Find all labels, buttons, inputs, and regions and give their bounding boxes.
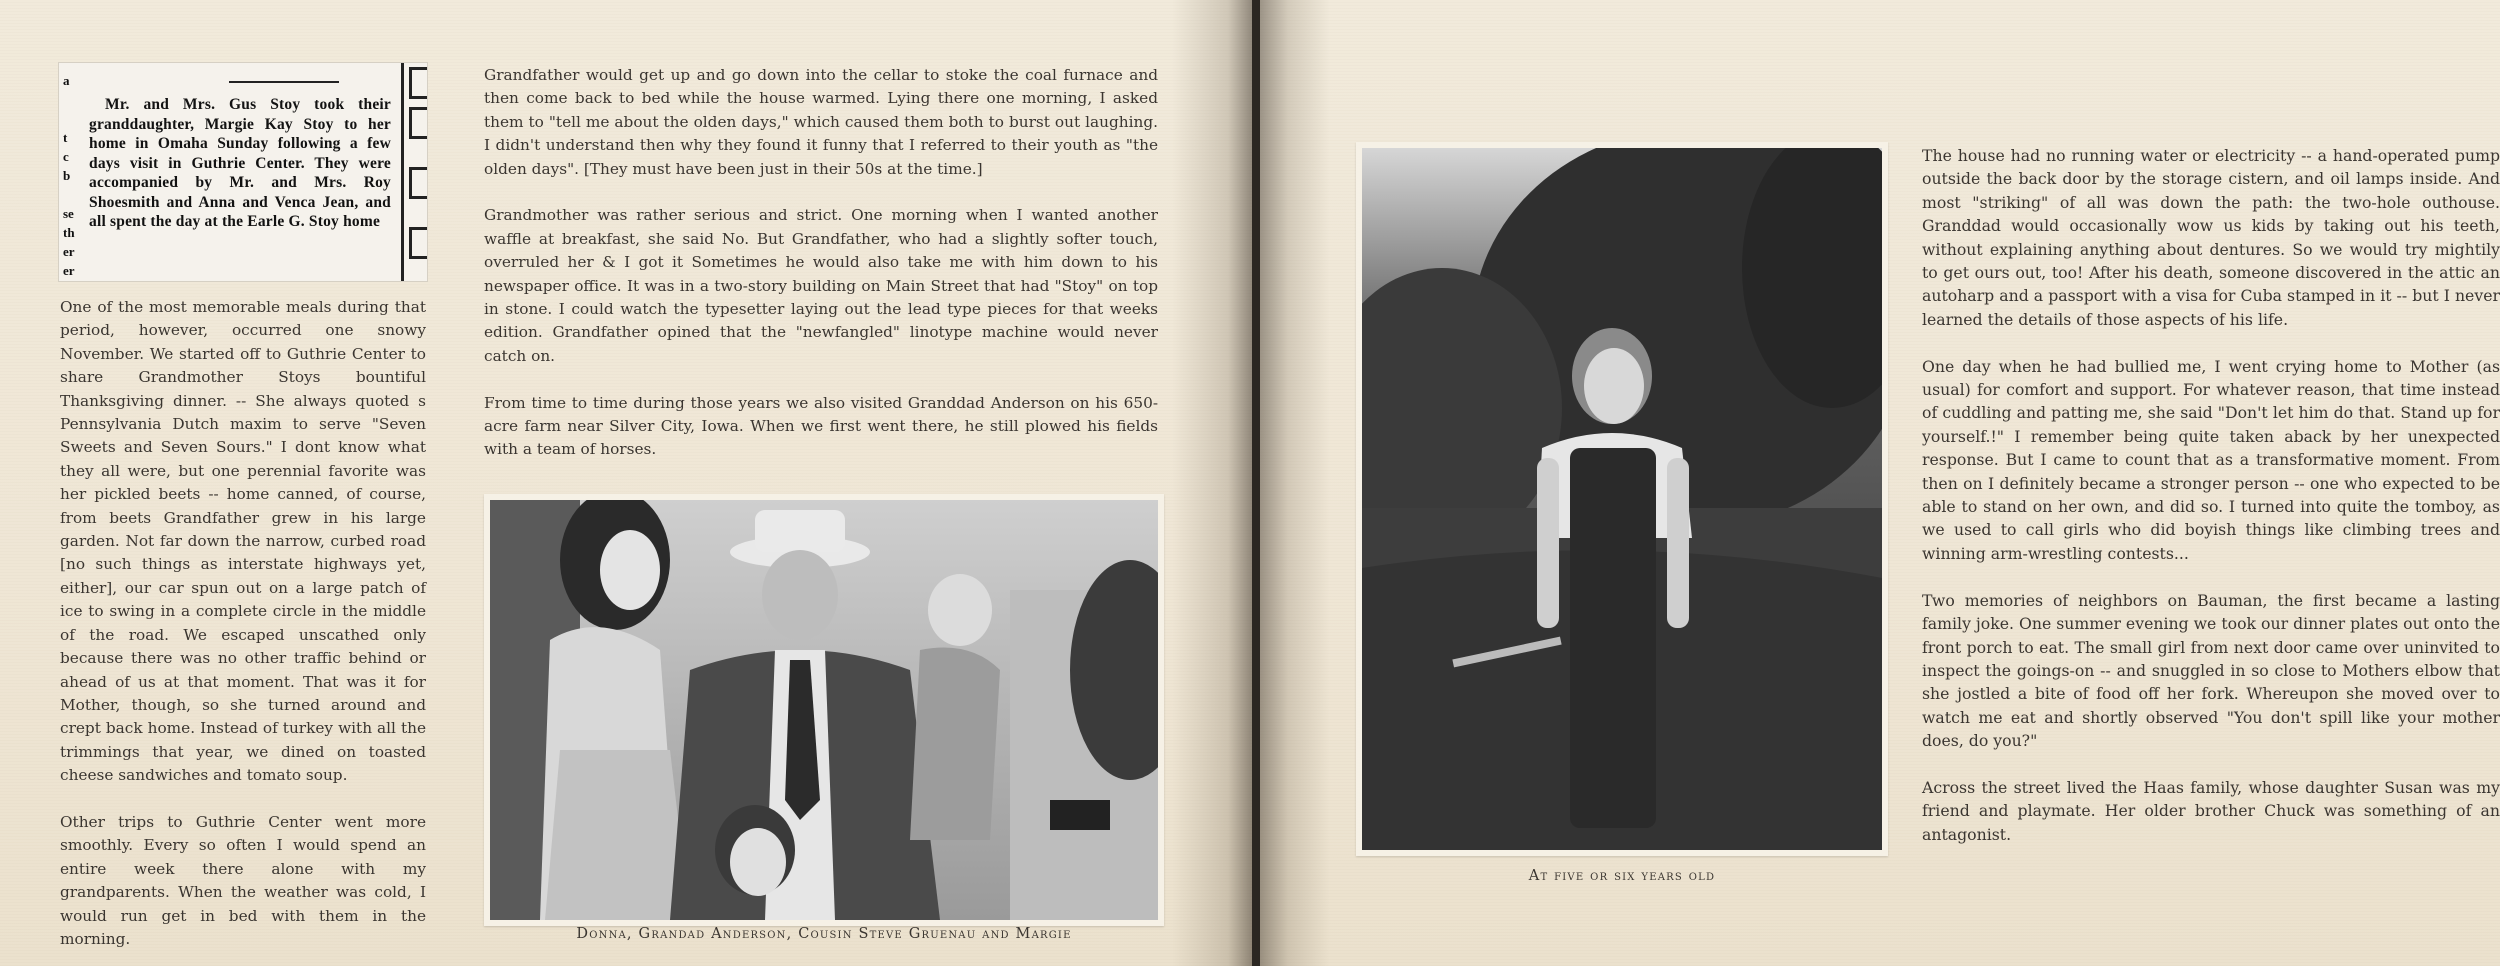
paragraph: Across the street lived the Haas family, whose daughter Susan was my friend and playmate. Her older brother Chuck was something of an antagonist.: [1922, 777, 2500, 844]
margin-mark: c: [63, 149, 69, 164]
margin-mark: [63, 90, 83, 109]
newspaper-clipping: [58, 62, 428, 282]
clipping-box: [409, 107, 428, 139]
paragraph: The house had no running water or electricity -- a hand-operated pump outside the back door by the storage cistern, and oil lamps inside. And most "striking" of all was down the path: the two-hole outhouse. Granddad would occasionally wow us kids by taking out his teeth, without explaining anything about dentures. So we would try mightily to get ours out, too! After his death, someone discovered in the attic an autoharp and a passport with a visa for Cuba stamped in it -- but I never learned the details of those aspects of his life.: [1922, 146, 2500, 329]
book-gutter: [1252, 0, 1260, 966]
clipping-margin-marks: [63, 71, 83, 280]
portrait-photo: [1356, 142, 1888, 856]
right-page: [1260, 0, 2500, 966]
clipping-box: [409, 167, 428, 199]
paragraph: Grandmother was rather serious and strict. One morning when I wanted another waffle at breakfast, she said No. But Grandfather, who had a slightly softer touch, overruled her & I got it Sometimes he would also take me with him down to his newspaper office. It was in a two-story building on Main Street that had "Stoy" on top in stone. I could watch the typesetter laying out the lead type pieces for that weeks edition. Grandfather opined that the "newfangled" linotype machine would never catch on.: [484, 206, 1158, 365]
margin-mark: th: [63, 225, 75, 240]
paragraph: One of the most memorable meals during that period, however, occurred one snowy November. We started off to Guthrie Center to share Grandmother Stoys bountiful Thanksgiving dinner. -- She always quoted s Pennsylvania Dutch maxim to serve "Seven Sweets and Seven Sours." I dont know what they all were, but one perennial favorite was her pickled beets -- home canned, of course, from beets Grandfather grew in his large garden. Not far down the narrow, curbed road [no such things as interstate highways yet, either], our car spun out on a large patch of ice to swing in a complete circle in the middle of the road. We escaped unscathed only because there was no other traffic behind or ahead of us at that moment. That was it for Mother, though, so she turned around and crept back home. Instead of turkey with all the trimmings that year, we dined on toasted cheese sandwiches and tomato soup.: [60, 298, 426, 785]
portrait-photo-caption: At five or six years old: [1528, 868, 1716, 884]
paragraph: Two memories of neighbors on Bauman, the first became a lasting family joke. One summer evening we took our dinner plates out onto the front porch to eat. The small girl from next door came over uninvited to inspect the goings-on -- and snuggled in so close to Mothers elbow that she jostled a bite of food off her fork. Whereupon she moved over to watch me eat and shortly observed "You don't spill like your mother does, do you?": [1922, 590, 2500, 751]
right-page-text: [1922, 144, 2500, 870]
family-photo: [484, 494, 1164, 926]
clipping-box: [409, 227, 428, 259]
portrait-photo-image: [1362, 148, 1882, 850]
paragraph: One day when he had bullied me, I went crying home to Mother (as usual) for comfort and support. For whatever reason, that time instead of cuddling and patting me, she said "Don't let him do that. Stand up for yourself.!" I remember being quite taken aback by her unexpected response. But I came to count that as a transformative moment. From then on I definitely became a stronger person -- one who expected to be able to stand on her own, and did so. I turned into quite the tomboy, as we used to call girls who did boyish things like climbing trees and winning arm-wrestling contests...: [1922, 356, 2500, 563]
clipping-rule: [229, 81, 339, 83]
clipping-box: [409, 67, 428, 99]
margin-mark: er: [63, 244, 75, 259]
margin-mark: er: [63, 263, 75, 278]
left-column-text: [60, 296, 426, 966]
paragraph: Other trips to Guthrie Center went more smoothly. Every so often I would spend an entire week there alone with my grandparents. When the weather was cold, I would run get in bed with them in the morning.: [60, 812, 426, 948]
margin-mark: [63, 109, 83, 128]
family-photo-caption: Donna, Grandad Anderson, Cousin Steve Gruenau and Margie: [576, 926, 1072, 942]
family-photo-image: [490, 500, 1158, 920]
margin-mark: se: [63, 206, 74, 221]
paragraph: Grandfather would get up and go down into the cellar to stoke the coal furnace and then come back to bed while the house warmed. Lying there one morning, I asked them to "tell me about the olden days," which caused them both to burst out laughing. I didn't understand then why they found it funny that I referred to their youth as "the olden days". [They must have been just in their 50s at the time.]: [484, 66, 1158, 178]
margin-mark: [63, 185, 83, 204]
right-column-text: [484, 64, 1158, 485]
clipping-text: Mr. and Mrs. Gus Stoy took their granddaughter, Margie Kay Stoy to her home in Omaha Sunday following a few days visit in Guthrie Center. They were accompanied by Mr. and Mrs. Roy Shoesmith and Anna and Venca Jean, and all spent the day at the Earle G. Stoy home: [89, 96, 391, 230]
margin-mark: a: [63, 73, 70, 88]
margin-mark: t: [63, 130, 68, 145]
clipping-column-rule: [401, 63, 404, 281]
paragraph: From time to time during those years we also visited Granddad Anderson on his 650-acre farm near Silver City, Iowa. When we first went there, he still plowed his fields with a team of horses.: [484, 393, 1158, 459]
margin-mark: b: [63, 168, 71, 183]
